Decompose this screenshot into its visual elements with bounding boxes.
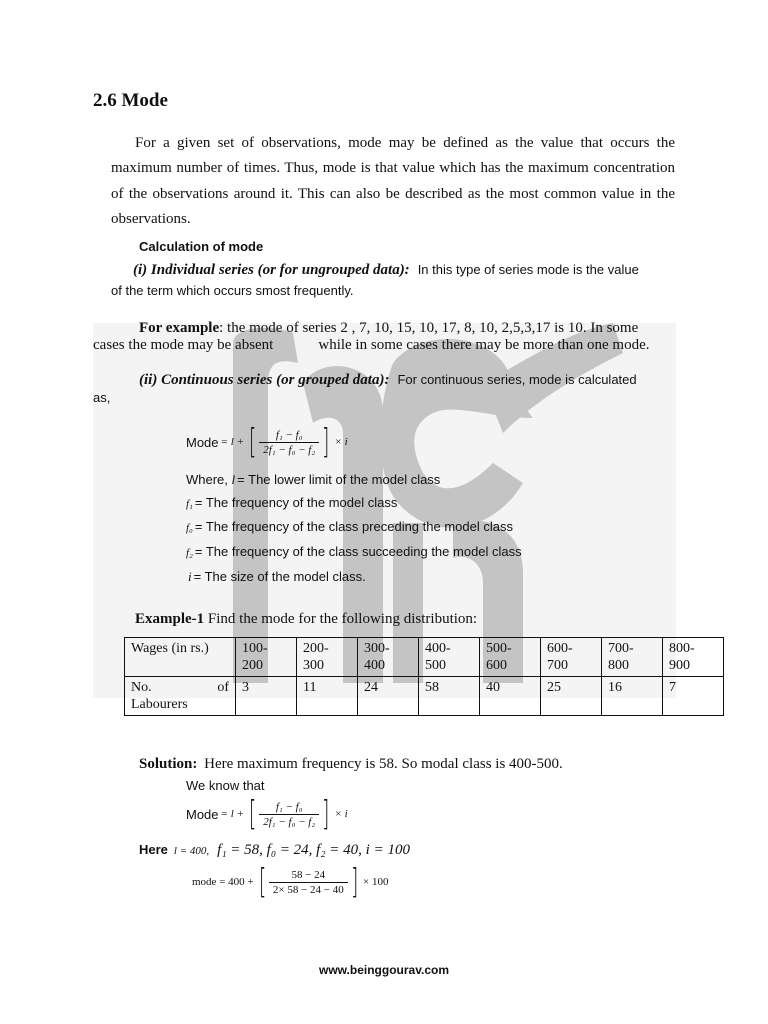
formula2-prefix: = l + xyxy=(220,808,244,820)
table-cell-class: 300- 400 xyxy=(358,638,419,677)
here-line xyxy=(139,842,410,859)
mode-calculation xyxy=(192,862,389,902)
distribution-table xyxy=(124,637,724,716)
here-values: f₁ = 58, f₀ = 24, f₂ = 40, i = 100 xyxy=(217,842,410,858)
definition-l xyxy=(186,472,440,488)
mode-formula-2 xyxy=(186,794,348,834)
right-bracket-icon: ] xyxy=(322,794,330,834)
table-cell-class: 100- 200 xyxy=(236,638,297,677)
f2-symbol: f₂ xyxy=(186,547,193,559)
we-know-that: We know that xyxy=(186,778,265,793)
l-definition: = The lower limit of the model class xyxy=(237,472,441,487)
continuous-series-line xyxy=(139,371,637,389)
table-cell-value: 58 xyxy=(419,677,480,716)
individual-series-line xyxy=(133,261,639,279)
f0-symbol: f₀ xyxy=(186,522,193,534)
continuous-series-text: For continuous series, mode is calculated xyxy=(397,372,637,387)
f1-definition: = The frequency of the model class xyxy=(194,495,398,510)
example1-text: Find the mode for the following distribution: xyxy=(207,611,478,627)
here-l-value: l = 400, xyxy=(173,845,210,857)
individual-series-label: (i) Individual series (or for ungrouped data): xyxy=(133,262,410,278)
formula2-denominator: 2f₁ − f₀ − f₂ xyxy=(259,814,319,828)
example1-line xyxy=(135,611,477,628)
table-cell-class: 400- 500 xyxy=(419,638,480,677)
definition-i xyxy=(188,569,366,585)
table-header-labourers xyxy=(125,677,236,716)
formula3-suffix: × 100 xyxy=(363,876,389,888)
table-cell-value: 40 xyxy=(480,677,541,716)
intro-paragraph xyxy=(111,131,675,232)
table-cell-value: 3 xyxy=(236,677,297,716)
individual-series-text-2: of the term which occurs smost frequently. xyxy=(111,283,354,298)
table-cell-class: 800- 900 xyxy=(663,638,724,677)
formula-label: Mode xyxy=(186,434,219,450)
example-text-1: : the mode of series 2 , 7, 10, 15, 10, 17, 8, 10, 2,5,3,17 is 10. In some xyxy=(219,320,639,336)
continuous-series-label: (ii) Continuous series (or grouped data): xyxy=(139,372,390,388)
formula-denominator: 2f₁ − f₀ − f₂ xyxy=(259,442,319,456)
table-cell-value: 24 xyxy=(358,677,419,716)
example-line-2 xyxy=(93,337,650,354)
f0-definition: = The frequency of the class preceding the model class xyxy=(194,519,513,534)
individual-series-text: In this type of series mode is the value xyxy=(417,262,639,277)
f1-symbol: f₁ xyxy=(186,498,193,510)
labourers-label-3: Labourers xyxy=(131,697,188,712)
intro-text: For a given set of observations, mode may be defined as the value that occurs the maximum number of times. Thus, mode is that value which has the maximum concentration of the observations around it. This can also be described as the most common value in the observations. xyxy=(111,135,675,227)
left-bracket-icon: [ xyxy=(248,422,257,462)
labourers-label-2: of xyxy=(217,680,229,695)
formula-numerator: f₁ − f₀ xyxy=(275,428,303,441)
table-row-wages xyxy=(125,638,724,677)
i-definition: = The size of the model class. xyxy=(193,569,366,584)
calc-heading: Calculation of mode xyxy=(139,239,264,254)
f2-definition: = The frequency of the class succeeding the model class xyxy=(194,544,522,559)
example1-label: Example-1 xyxy=(135,611,205,627)
table-cell-class: 500- 600 xyxy=(480,638,541,677)
definition-f2 xyxy=(186,544,522,559)
definition-f0 xyxy=(186,519,513,534)
formula-suffix: × i xyxy=(334,436,348,448)
formula-fraction xyxy=(259,429,319,456)
formula3-numerator: 58 − 24 xyxy=(291,868,326,881)
formula2-numerator: f₁ − f₀ xyxy=(275,800,303,813)
formula3-fraction xyxy=(269,869,348,896)
labourers-label-1: No. xyxy=(131,680,152,695)
table-cell-class: 200- 300 xyxy=(297,638,358,677)
mode-formula xyxy=(186,422,348,462)
table-cell-value: 25 xyxy=(541,677,602,716)
table-cell-value: 7 xyxy=(663,677,724,716)
formula3-denominator: 2× 58 − 24 − 40 xyxy=(269,882,348,896)
formula3-prefix: mode = 400 + xyxy=(192,876,254,888)
example-line-1 xyxy=(139,320,638,337)
left-bracket-icon: [ xyxy=(258,862,266,902)
here-label: Here xyxy=(139,842,168,857)
left-bracket-icon: [ xyxy=(248,794,257,834)
table-cell-value: 16 xyxy=(602,677,663,716)
example-text-2: cases the mode may be absent xyxy=(93,337,274,353)
l-symbol: l xyxy=(231,472,236,487)
table-cell-class: 700- 800 xyxy=(602,638,663,677)
formula2-fraction xyxy=(259,801,319,828)
solution-text: Here maximum frequency is 58. So modal class is 400-500. xyxy=(204,756,563,772)
table-cell-class: 600- 700 xyxy=(541,638,602,677)
table-row-labourers xyxy=(125,677,724,716)
formula-prefix: = l + xyxy=(220,436,244,448)
right-bracket-icon: ] xyxy=(322,422,330,462)
example-label: For example xyxy=(139,320,220,336)
continuous-series-text-2: as, xyxy=(93,390,111,405)
formula2-label: Mode xyxy=(186,806,219,822)
table-header-wages: Wages (in rs.) xyxy=(125,638,236,677)
footer-website: www.beinggourav.com xyxy=(318,963,449,977)
where-label: Where, xyxy=(186,472,228,487)
table-cell-value: 11 xyxy=(297,677,358,716)
solution-line xyxy=(139,756,563,773)
solution-label: Solution: xyxy=(139,756,198,772)
example-text-3: while in some cases there may be more than one mode. xyxy=(318,337,650,353)
definition-f1 xyxy=(186,495,397,510)
right-bracket-icon: ] xyxy=(350,862,359,902)
formula2-suffix: × i xyxy=(334,808,348,820)
i-symbol: i xyxy=(188,569,192,584)
section-title: 2.6 Mode xyxy=(93,90,168,111)
